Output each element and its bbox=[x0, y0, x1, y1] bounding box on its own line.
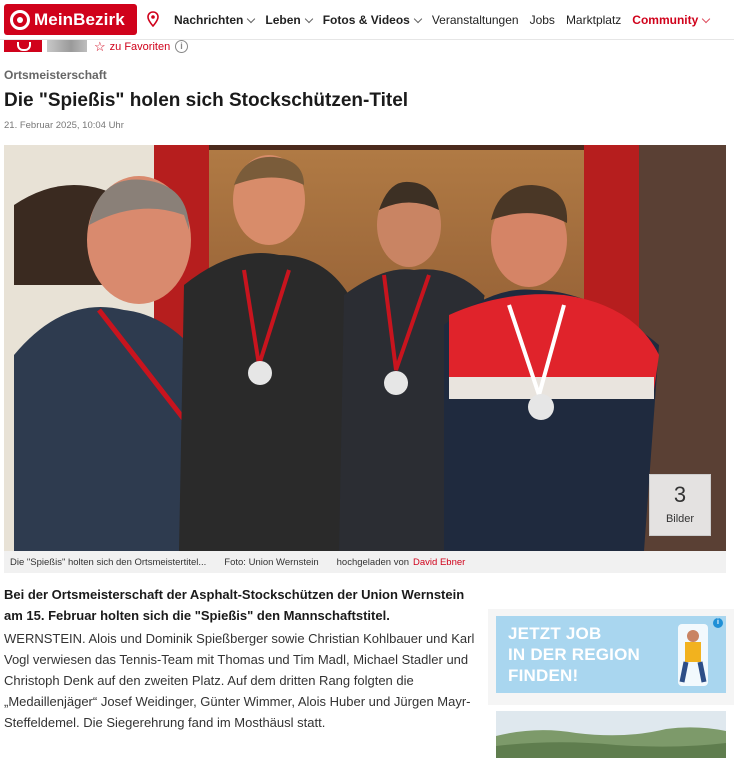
article-date: 21. Februar 2025, 10:04 Uhr bbox=[4, 120, 124, 131]
star-icon: ☆ bbox=[94, 39, 106, 54]
main-menu bbox=[174, 0, 720, 40]
article-photo[interactable] bbox=[4, 145, 726, 551]
nav-item-label: Veranstaltungen bbox=[431, 13, 519, 27]
nav-item-nachrichten[interactable] bbox=[174, 13, 254, 27]
team-photo-image bbox=[4, 145, 726, 551]
nav-item-leben[interactable] bbox=[265, 13, 311, 27]
photo-credit: Foto: Union Wernstein bbox=[224, 556, 319, 568]
info-icon[interactable]: i bbox=[175, 40, 188, 53]
nav-item-veranstaltungen[interactable] bbox=[432, 13, 519, 27]
nav-item-label: Leben bbox=[265, 13, 301, 27]
nav-item-marktplatz[interactable] bbox=[566, 13, 621, 27]
article-body: WERNSTEIN. Alois und Dominik Spießberger sowie Christian Kohlbauer und Karl Vogl verwiesen das Tennis-Team mit Thomas und Tim Madl, Michael Stadler und Christoph Denk auf den zweiten Platz. Auf dem dritten Rang folgten die „Medaillenjäger“ Josef Weidinger, Günter Wimmer, Alois Huber und Jürgen Mayr-Steffeldemel. Die Siegerehrung fand im Mosthäusl statt. bbox=[4, 631, 475, 730]
nav-item-community[interactable] bbox=[632, 13, 709, 27]
picture-count-label: Bilder bbox=[665, 513, 695, 525]
ad-line: FINDEN! bbox=[508, 666, 579, 685]
job-ad-banner[interactable] bbox=[496, 616, 726, 693]
avatar[interactable] bbox=[47, 40, 87, 52]
landscape-image bbox=[496, 711, 726, 758]
uploader-link[interactable]: David Ebner bbox=[413, 556, 466, 568]
picture-count: 3 bbox=[673, 482, 687, 507]
ad-line: JETZT JOB bbox=[508, 624, 602, 643]
nav-item-fotos-videos[interactable] bbox=[323, 13, 421, 27]
chevron-down-icon bbox=[247, 14, 255, 22]
logo-icon bbox=[10, 10, 30, 30]
chevron-down-icon bbox=[414, 14, 422, 22]
uploaded-by-label: hochgeladen von bbox=[336, 556, 410, 568]
article-lead: Bei der Ortsmeisterschaft der Asphalt-Stockschützen der Union Wernstein am 15. Februar holten sich die "Spießis" den Mannschaftstitel. bbox=[4, 587, 465, 623]
logo-text: MeinBezirk bbox=[34, 9, 125, 29]
nav-item-jobs[interactable] bbox=[530, 13, 555, 27]
ad-line: IN DER REGION bbox=[508, 645, 641, 664]
ad-headline bbox=[508, 623, 640, 686]
author-badge[interactable] bbox=[4, 40, 42, 52]
photo-caption: Die "Spießis" holten sich den Ortsmeistertitel... bbox=[10, 556, 207, 568]
nav-item-label: Fotos & Videos bbox=[322, 13, 410, 27]
location-pin-icon[interactable] bbox=[147, 11, 159, 27]
ad-person-image bbox=[674, 622, 712, 688]
picture-count-badge[interactable] bbox=[649, 474, 711, 536]
chevron-down-icon bbox=[702, 14, 710, 22]
ad-info-icon[interactable]: i bbox=[713, 618, 723, 628]
page-title: Die "Spießis" holen sich Stockschützen-Titel bbox=[4, 90, 409, 111]
nav-item-label: Nachrichten bbox=[174, 13, 244, 27]
add-to-favorites-link[interactable] bbox=[94, 40, 170, 53]
chevron-down-icon bbox=[304, 14, 312, 22]
photo-caption-bar bbox=[4, 551, 726, 573]
nav-item-label: Community bbox=[632, 13, 699, 27]
article-kicker[interactable]: Ortsmeisterschaft bbox=[4, 68, 107, 82]
nav-item-label: Jobs bbox=[529, 13, 555, 27]
nav-item-label: Marktplatz bbox=[565, 13, 622, 27]
landscape-ad-image[interactable] bbox=[496, 711, 726, 758]
site-logo[interactable] bbox=[4, 4, 137, 35]
favorites-label: zu Favoriten bbox=[109, 40, 171, 53]
top-navigation bbox=[0, 0, 734, 40]
